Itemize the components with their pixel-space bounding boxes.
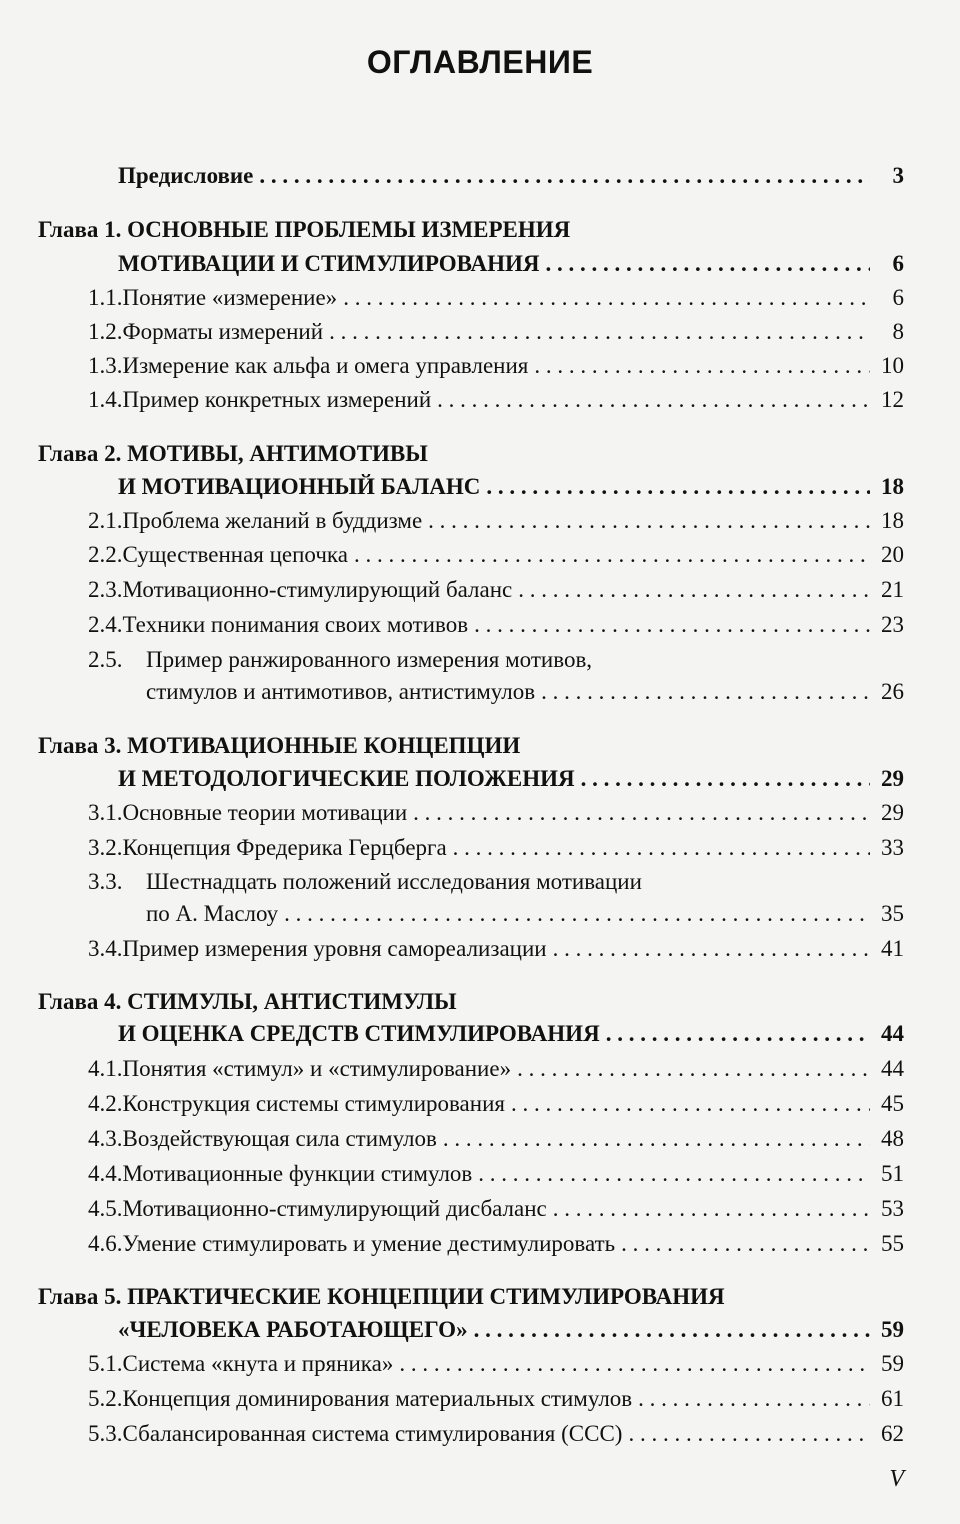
leader-dots (553, 935, 870, 963)
entry-title: «ЧЕЛОВЕКА РАБОТАЮЩЕГО» (118, 1317, 468, 1342)
toc-entry-chapter-4[interactable] (118, 1020, 904, 1048)
section-number: 3.3. (88, 869, 123, 894)
section-number: 2.5. (88, 647, 123, 672)
page-number: 59 (881, 1351, 904, 1376)
entry-title: Мотивационно-стимулирующий баланс (122, 577, 513, 602)
toc-entry-section[interactable] (88, 611, 904, 639)
leader-dots (581, 765, 870, 793)
page-number: 48 (881, 1126, 904, 1151)
leader-dots (628, 1420, 870, 1448)
page-number: 18 (881, 508, 904, 533)
leader-dots (638, 1385, 870, 1413)
entry-title: И ОЦЕНКА СРЕДСТВ СТИМУЛИРОВАНИЯ (118, 1021, 600, 1046)
chapter-heading: Глава 2. МОТИВЫ, АНТИМОТИВЫ (38, 441, 428, 466)
leader-dots (511, 1090, 870, 1118)
section-number: 4.6. (88, 1231, 123, 1256)
entry-title: Шестнадцать положений исследования мотивации (146, 869, 642, 894)
toc-entry-section[interactable] (88, 352, 904, 380)
leader-dots (474, 1316, 870, 1344)
page-number: 35 (881, 901, 904, 926)
entry-title: Техники понимания своих мотивов (122, 612, 469, 637)
entry-title: Понятие «измерение» (122, 285, 338, 310)
entry-title: Система «кнута и пряника» (122, 1351, 394, 1376)
entry-title: И МОТИВАЦИОННЫЙ БАЛАНС (118, 474, 481, 499)
chapter-heading: Глава 3. МОТИВАЦИОННЫЕ КОНЦЕПЦИИ (38, 733, 521, 758)
leader-dots (413, 799, 870, 827)
toc-entry-section[interactable] (88, 576, 904, 604)
toc-entry-section-first-line[interactable] (88, 868, 642, 896)
section-number: 4.2. (88, 1091, 123, 1116)
toc-entry-section[interactable] (88, 507, 904, 535)
page-number: 55 (881, 1231, 904, 1256)
leader-dots (343, 284, 870, 312)
toc-entry-chapter-3[interactable] (118, 765, 904, 793)
leader-dots (354, 541, 870, 569)
leader-dots (329, 318, 870, 346)
toc-entry-section[interactable] (88, 1350, 904, 1378)
leader-dots (517, 1055, 870, 1083)
page-number: 41 (881, 936, 904, 961)
page-number: 61 (881, 1386, 904, 1411)
entry-title: Воздействующая сила стимулов (122, 1126, 437, 1151)
entry-title: Понятия «стимул» и «стимулирование» (122, 1056, 512, 1081)
leader-dots (453, 834, 870, 862)
entry-title: Мотивационные функции стимулов (122, 1161, 473, 1186)
toc-entry-section[interactable] (88, 834, 904, 862)
leader-dots (478, 1160, 870, 1188)
toc-entry-section[interactable] (88, 1055, 904, 1083)
page-number: 21 (881, 577, 904, 602)
leader-dots (621, 1230, 870, 1258)
leader-dots (437, 386, 870, 414)
section-number: 2.4. (88, 612, 123, 637)
leader-dots (546, 250, 870, 278)
toc-entry-section[interactable] (88, 541, 904, 569)
page-number: 45 (881, 1091, 904, 1116)
toc-entry-section[interactable] (88, 1160, 904, 1188)
section-number: 4.1. (88, 1056, 123, 1081)
toc-entry-section[interactable] (88, 1385, 904, 1413)
section-number: 4.4. (88, 1161, 123, 1186)
section-number: 3.1. (88, 800, 123, 825)
section-number: 1.2. (88, 319, 123, 344)
entry-title: Мотивационно-стимулирующий дисбаланс (122, 1196, 547, 1221)
entry-title: Концепция Фредерика Герцберга (122, 835, 447, 860)
entry-title: И МЕТОДОЛОГИЧЕСКИЕ ПОЛОЖЕНИЯ (118, 766, 575, 791)
leader-dots (606, 1020, 870, 1048)
toc-entry-chapter-1[interactable] (118, 250, 904, 278)
toc-entry-section[interactable] (88, 1420, 904, 1448)
page-number: 12 (881, 387, 904, 412)
entry-title: Предисловие (118, 163, 254, 188)
toc-entry-section[interactable] (146, 678, 904, 706)
page-number: 8 (892, 319, 904, 344)
chapter-heading: Глава 1. ОСНОВНЫЕ ПРОБЛЕМЫ ИЗМЕРЕНИЯ (38, 217, 571, 242)
page-number: 44 (881, 1021, 904, 1046)
toc-entry-section[interactable] (88, 1230, 904, 1258)
page-number: 10 (881, 353, 904, 378)
section-number: 5.2. (88, 1386, 123, 1411)
section-number: 3.4. (88, 936, 123, 961)
leader-dots (259, 162, 870, 190)
page-number: 33 (881, 835, 904, 860)
leader-dots (399, 1350, 870, 1378)
page-number: 6 (892, 251, 904, 276)
toc-entry-chapter-2[interactable] (118, 473, 904, 501)
section-number: 3.2. (88, 835, 123, 860)
entry-title-continued: по А. Маслоу (146, 901, 279, 926)
page-number: 62 (881, 1421, 904, 1446)
toc-entry-section[interactable] (88, 284, 904, 312)
entry-title: Сбалансированная система стимулирования (ССС) (122, 1421, 623, 1446)
section-number: 1.4. (88, 387, 123, 412)
leader-dots (474, 611, 870, 639)
page-folio: V (889, 1466, 904, 1492)
entry-title: Пример ранжированного измерения мотивов, (146, 647, 593, 672)
entry-title: Измерение как альфа и омега управления (122, 353, 529, 378)
page-number: 51 (881, 1161, 904, 1186)
entry-title: Пример измерения уровня самореализации (122, 936, 547, 961)
page-number: 29 (881, 800, 904, 825)
leader-dots (284, 900, 870, 928)
entry-title: Существенная цепочка (122, 542, 348, 567)
entry-title: Форматы измерений (122, 319, 324, 344)
entry-title: Умение стимулировать и умение дестимулировать (122, 1231, 616, 1256)
page-number: 20 (881, 542, 904, 567)
page-number: 3 (892, 163, 904, 188)
section-number: 4.3. (88, 1126, 123, 1151)
toc-entry-section[interactable] (88, 318, 904, 346)
toc-entry-section[interactable] (88, 1090, 904, 1118)
leader-dots (553, 1195, 870, 1223)
leader-dots (518, 576, 870, 604)
page-title: ОГЛАВЛЕНИЕ (366, 44, 594, 80)
leader-dots (428, 507, 870, 535)
leader-dots (486, 473, 870, 501)
leader-dots (534, 352, 870, 380)
page-number: 23 (881, 612, 904, 637)
section-number: 2.1. (88, 508, 123, 533)
entry-title: Конструкция системы стимулирования (122, 1091, 505, 1116)
section-number: 2.2. (88, 542, 123, 567)
page-number: 18 (881, 474, 904, 499)
toc-entry-section[interactable] (88, 1125, 904, 1153)
toc-entry-section-first-line[interactable] (88, 646, 592, 674)
page-number: 44 (881, 1056, 904, 1081)
entry-title: Проблема желаний в буддизме (122, 508, 423, 533)
section-number: 5.3. (88, 1421, 123, 1446)
entry-title: Концепция доминирования материальных стимулов (122, 1386, 633, 1411)
page-number: 59 (881, 1317, 904, 1342)
page-number: 29 (881, 766, 904, 791)
entry-title: Пример конкретных измерений (122, 387, 432, 412)
page-number: 53 (881, 1196, 904, 1221)
leader-dots (541, 678, 870, 706)
section-number: 1.1. (88, 285, 123, 310)
section-number: 1.3. (88, 353, 123, 378)
page-number: 6 (892, 285, 904, 310)
toc-entry-section[interactable] (88, 1195, 904, 1223)
toc-entry-preface[interactable] (118, 162, 904, 190)
chapter-heading: Глава 4. СТИМУЛЫ, АНТИСТИМУЛЫ (38, 989, 457, 1014)
entry-title: МОТИВАЦИИ И СТИМУЛИРОВАНИЯ (118, 251, 540, 276)
toc-entry-chapter-5[interactable] (118, 1316, 904, 1344)
entry-title: Основные теории мотивации (122, 800, 408, 825)
chapter-heading: Глава 5. ПРАКТИЧЕСКИЕ КОНЦЕПЦИИ СТИМУЛИРОВАНИЯ (38, 1284, 725, 1309)
toc-entry-section[interactable] (88, 935, 904, 963)
page-number: 26 (881, 679, 904, 704)
toc-entry-section[interactable] (146, 900, 904, 928)
section-number: 5.1. (88, 1351, 123, 1376)
section-number: 2.3. (88, 577, 123, 602)
leader-dots (443, 1125, 870, 1153)
entry-title-continued: стимулов и антимотивов, антистимулов (146, 679, 536, 704)
toc-entry-section[interactable] (88, 386, 904, 414)
toc-entry-section[interactable] (88, 799, 904, 827)
section-number: 4.5. (88, 1196, 123, 1221)
